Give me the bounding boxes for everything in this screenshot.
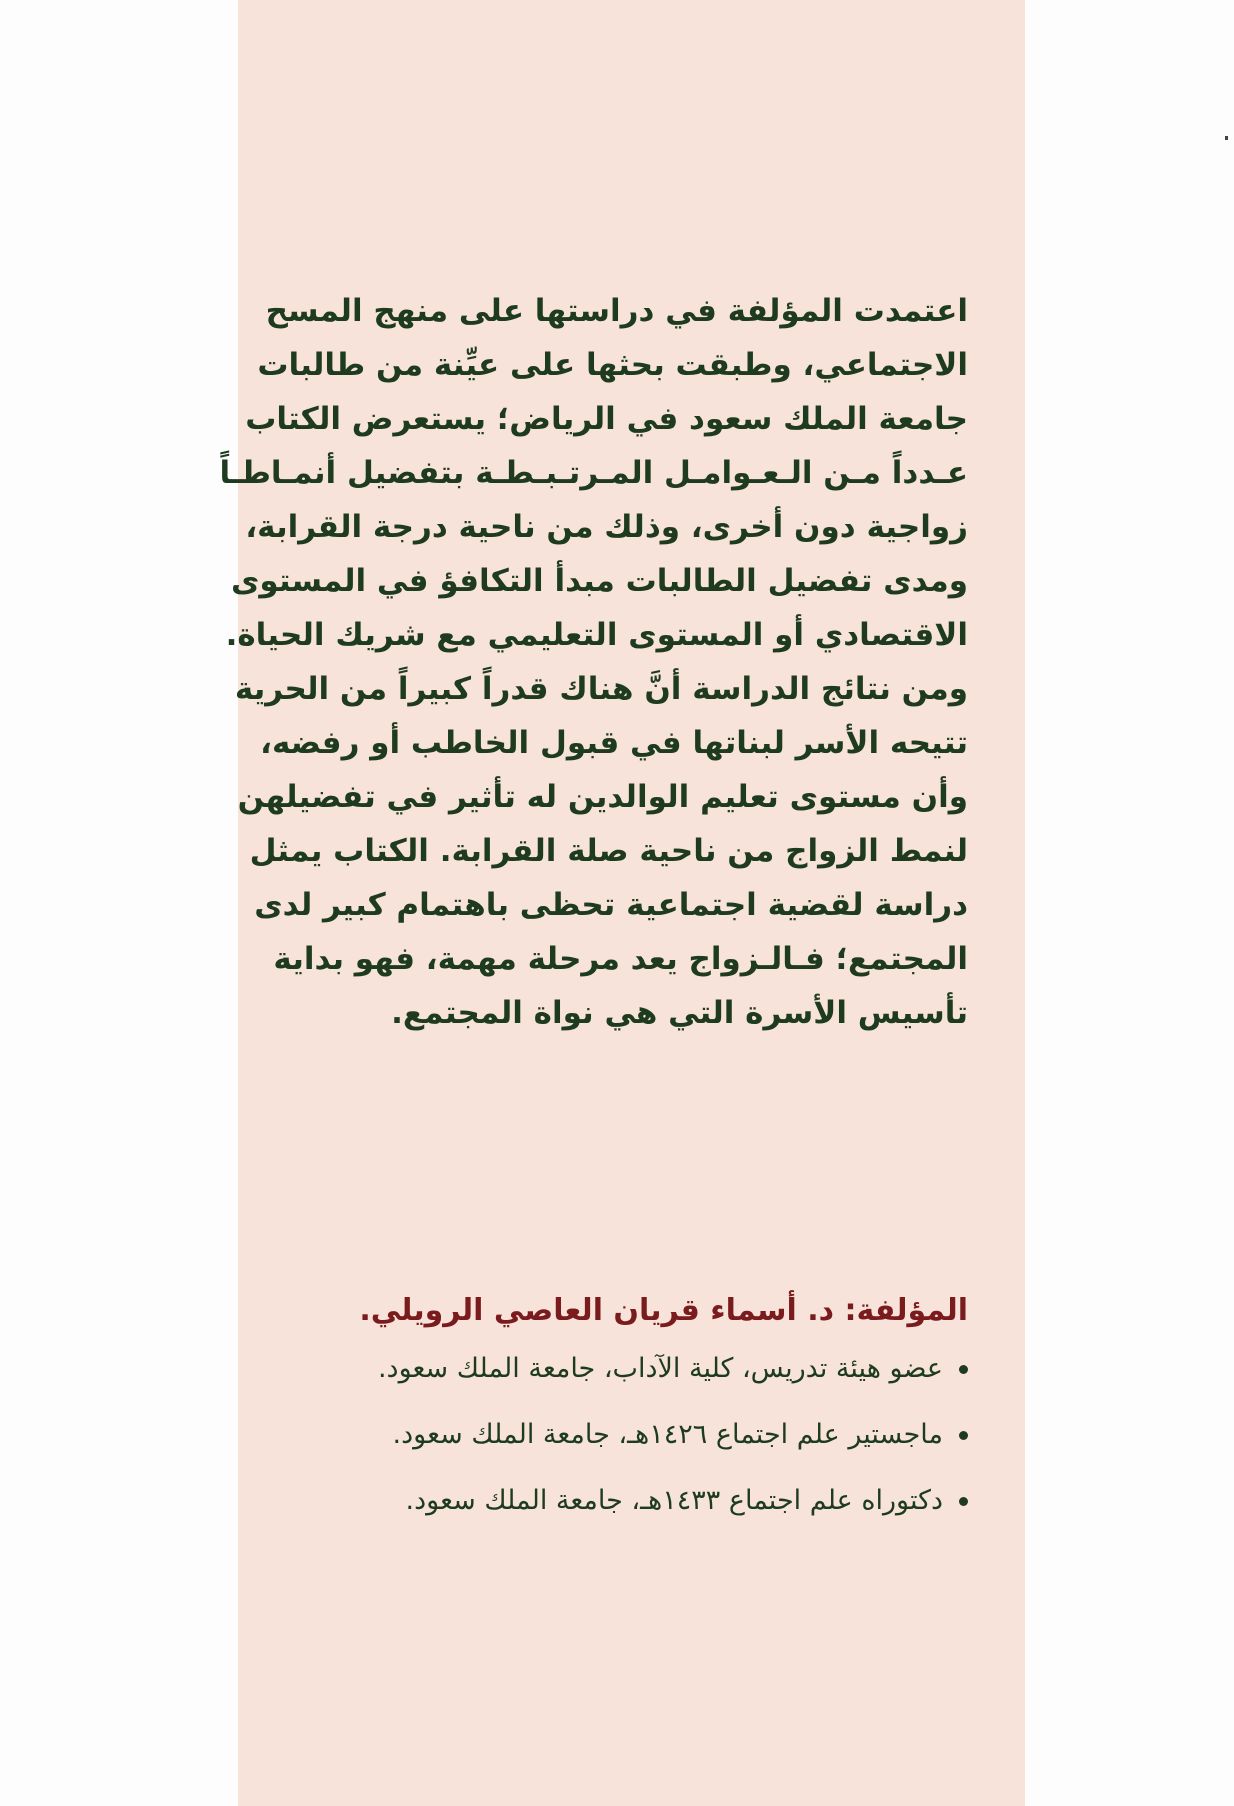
blurb-line: وأن مستوى تعليم الوالدين له تأثير في تفضيلهن	[237, 779, 968, 815]
author-section	[278, 1286, 968, 1534]
blurb-line: عـدداً مـن الـعـوامـل المـرتـبـطـة بتفضيل أنمـاطـاً	[219, 455, 968, 491]
blurb-line: دراسة لقضية اجتماعية تحظى باهتمام كبير لدى	[254, 887, 968, 923]
scan-speck	[1225, 136, 1228, 140]
author-bullet	[278, 1336, 968, 1402]
bullet-text: ماجستير علم اجتماع ١٤٢٦هـ، جامعة الملك سعود.	[392, 1419, 943, 1450]
blurb-line: المجتمع؛ فـالـزواج يعد مرحلة مهمة، فهو بداية	[273, 941, 968, 977]
bullet-icon	[959, 1497, 968, 1506]
blurb-line: الاقتصادي أو المستوى التعليمي مع شريك الحياة.	[225, 617, 968, 653]
author-bullet	[278, 1468, 968, 1534]
author-heading: المؤلفة: د. أسماء قريان العاصي الرويلي.	[359, 1293, 968, 1328]
blurb-line: لنمط الزواج من ناحية صلة القرابة. الكتاب يمثل	[249, 833, 968, 869]
blurb-text	[219, 284, 968, 1040]
blurb-line: اعتمدت المؤلفة في دراستها على منهج المسح	[265, 293, 968, 329]
blurb-line: الاجتماعي، وطبقت بحثها على عيِّنة من طالبات	[257, 347, 968, 383]
bullet-text: عضو هيئة تدريس، كلية الآداب، جامعة الملك سعود.	[377, 1353, 943, 1384]
blurb-line: زواجية دون أخرى، وذلك من ناحية درجة القرابة،	[245, 509, 968, 545]
bullet-text: دكتوراه علم اجتماع ١٤٣٣هـ، جامعة الملك سعود.	[405, 1485, 943, 1516]
blurb-line: ومدى تفضيل الطالبات مبدأ التكافؤ في المستوى	[230, 563, 968, 599]
bullet-icon	[959, 1365, 968, 1374]
bullet-icon	[959, 1431, 968, 1440]
author-bullet	[278, 1402, 968, 1468]
blurb-line: تأسيس الأسرة التي هي نواة المجتمع.	[391, 995, 968, 1031]
blurb-line: تتيحه الأسر لبناتها في قبول الخاطب أو رفضه،	[260, 725, 968, 761]
blurb-line: ومن نتائج الدراسة أنَّ هناك قدراً كبيراً من الحرية	[234, 671, 968, 707]
blurb-line: جامعة الملك سعود في الرياض؛ يستعرض الكتاب	[245, 401, 968, 437]
